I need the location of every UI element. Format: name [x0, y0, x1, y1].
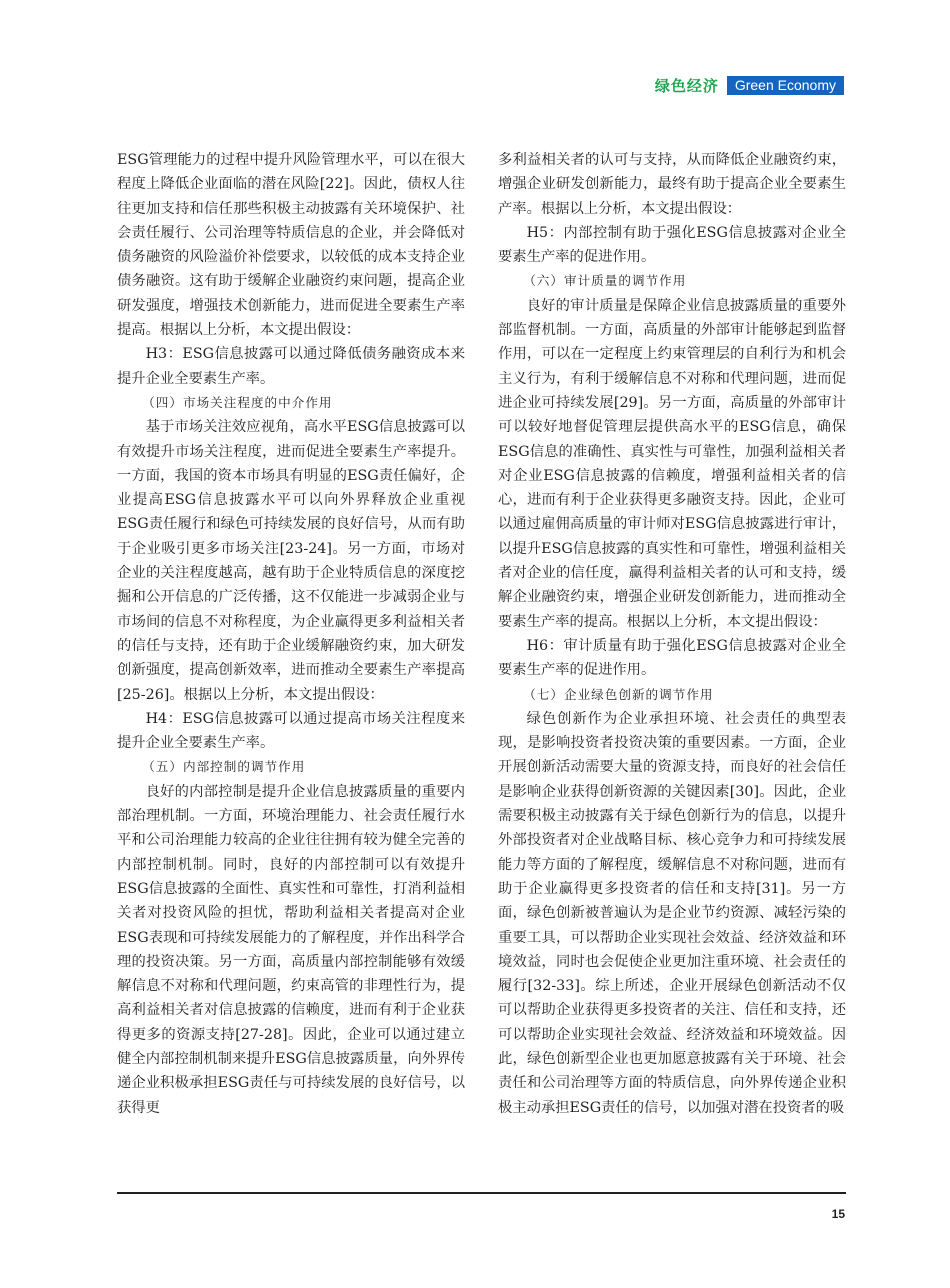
paragraph: 良好的审计质量是保障企业信息披露质量的重要外部监督机制。一方面，高质量的外部审计能够起到监督作用，可以在一定程度上约束管理层的自利行为和机会主义行为，有利于缓解信息不对称和代理问题，进而促进企业可持续发展[29]。另一方面，高质量的外部审计可以较好地督促管理层提供高水平的ESG信息，确保ESG信息的准确性、真实性与可靠性，加强利益相关者对企业ESG信息披露的信赖度，增强利益相关者的信心，进而有利于企业获得更多融资支持。因此，企业可以通过雇佣高质量的审计师对ESG信息披露进行审计，以提升ESG信息披露的真实性和可靠性，增强利益相关者对企业的信任度，赢得利益相关者的认可和支持，缓解企业融资约束，增强企业研发创新能力，进而推动全要素生产率的提高。根据以上分析，本文提出假设： [498, 297, 846, 630]
paragraph: 基于市场关注效应视角，高水平ESG信息披露可以有效提升市场关注程度，进而促进全要素生产率提升。一方面，我国的资本市场具有明显的ESG责任偏好，企业提高ESG信息披露水平可以向外界释放企业重视ESG责任履行和绿色可持续发展的良好信号，从而有助于企业吸引更多市场关注[23-24]。另一方面，市场对企业的关注程度越高，越有助于企业特质信息的深度挖掘和公开信息的广泛传播，这不仅能进一步减弱企业与市场间的信息不对称程度，为企业赢得更多利益相关者的信任与支持，还有助于企业缓解融资约束，加大研发创新强度，提高创新效率，进而推动全要素生产率提高[25-26]。根据以上分析，本文提出假设： [117, 419, 465, 703]
journal-section-header [655, 75, 844, 95]
section-heading: （七）企业绿色创新的调节作用 [523, 686, 714, 702]
hypothesis-h5: H5：内部控制有助于强化ESG信息披露对企业全要素生产率的促进作用。 [498, 224, 846, 266]
section-title-en: Green Economy [727, 76, 844, 95]
section-title-cn: 绿色经济 [654, 76, 719, 95]
page-number: 15 [831, 1207, 845, 1221]
left-column [117, 148, 465, 1120]
section-heading: （五）内部控制的调节作用 [142, 759, 306, 775]
hypothesis-h3: H3：ESG信息披露可以通过降低债务融资成本来提升企业全要素生产率。 [117, 346, 465, 387]
hypothesis-h4: H4：ESG信息披露可以通过提高市场关注程度来提升企业全要素生产率。 [117, 710, 465, 752]
hypothesis-h6: H6：审计质量有助于强化ESG信息披露对企业全要素生产率的促进作用。 [498, 637, 846, 679]
right-column [498, 148, 846, 1120]
paragraph: 良好的内部控制是提升企业信息披露质量的重要内部治理机制。一方面，环境治理能力、社会责任履行水平和公司治理能力较高的企业往往拥有较为健全完善的内部控制机制。同时，良好的内部控制可以有效提升ESG信息披露的全面性、真实性和可靠性，打消利益相关者对投资风险的担忧，帮助利益相关者提高对企业ESG表现和可持续发展能力的了解程度，并作出科学合理的投资决策。另一方面，高质量内部控制能够有效缓解信息不对称和代理问题，约束高管的非理性行为，提高利益相关者对信息披露的信赖度，进而有利于企业获得更多的资源支持[27-28]。因此，企业可以通过建立健全内部控制机制来提升ESG信息披露质量，向外界传递企业积极承担ESG责任与可持续发展的良好信号，以获得更 [117, 783, 465, 1116]
paragraph: 绿色创新作为企业承担环境、社会责任的典型表现，是影响投资者投资决策的重要因素。一方面，企业开展创新活动需要大量的资源支持，而良好的社会信任是影响企业获得创新资源的关键因素[30]。因此，企业需要积极主动披露有关于绿色创新行为的信息，以提升外部投资者对企业战略目标、核心竞争力和可持续发展能力等方面的了解程度，缓解信息不对称问题，进而有助于企业赢得更多投资者的信任和支持[31]。另一方面，绿色创新被普遍认为是企业节约资源、减轻污染的重要工具，可以帮助企业实现社会效益、经济效益和环境效益，同时也会促使企业更加注重环境、社会责任的履行[32-33]。综上所述，企业开展绿色创新活动不仅可以帮助企业获得更多投资者的关注、信任和支持，还可以帮助企业实现社会效益、经济效益和环境效益。因此，绿色创新型企业也更加愿意披露有关于环境、社会责任和公司治理等方面的特质信息，向外界传递企业积极主动承担ESG责任的信号，以加强对潜在投资者的吸 [498, 710, 846, 1116]
section-heading: （六）审计质量的调节作用 [523, 273, 687, 289]
footer-rule [117, 1192, 846, 1194]
paragraph: 多利益相关者的认可与支持，从而降低企业融资约束，增强企业研发创新能力，最终有助于提高企业全要素生产率。根据以上分析，本文提出假设： [498, 152, 846, 217]
section-heading: （四）市场关注程度的中介作用 [142, 394, 333, 410]
paragraph: ESG管理能力的过程中提升风险管理水平，可以在很大程度上降低企业面临的潜在风险[22]。因此，债权人往往更加支持和信任那些积极主动披露有关环境保护、社会责任履行、公司治理等特质信息的企业，并会降低对债务融资的风险溢价补偿要求，以较低的成本支持企业债务融资。这有助于缓解企业融资约束问题，提高企业研发强度，增强技术创新能力，进而促进全要素生产率提高。根据以上分析，本文提出假设： [117, 152, 465, 339]
